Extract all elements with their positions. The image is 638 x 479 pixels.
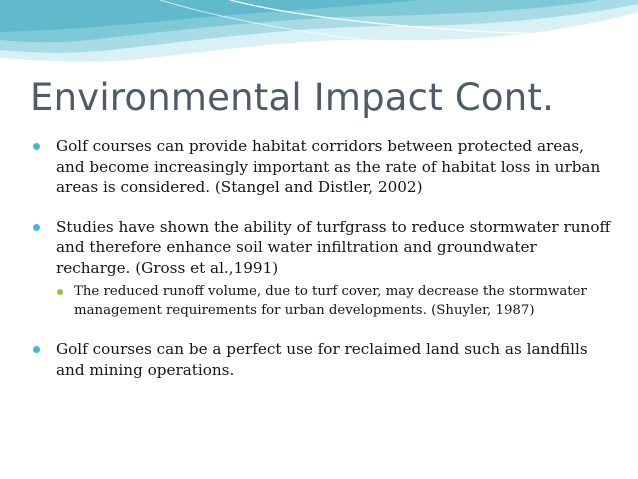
bullet-text-line: and mining operations. bbox=[56, 360, 235, 379]
bullet-text-line: Studies have shown the ability of turfgrass to reduce stormwater runoff bbox=[56, 217, 611, 236]
sub-bullet-item bbox=[30, 283, 610, 320]
bullet-text-line: and therefore enhance soil water infiltration and groundwater bbox=[56, 238, 537, 256]
sub-bullet-list bbox=[30, 283, 610, 320]
bullet-dot-icon bbox=[33, 143, 40, 150]
bullet-text-line: Golf courses can provide habitat corridors between protected areas, bbox=[56, 137, 584, 155]
sub-bullet-dot-icon bbox=[57, 289, 63, 295]
bullet-item bbox=[30, 136, 610, 198]
sub-bullet-text-line: management requirements for urban developments. (Shuyler, 1987) bbox=[74, 302, 535, 318]
bullet-text-line: and become increasingly important as the rate of habitat loss in urban bbox=[56, 157, 601, 176]
bullet-list bbox=[30, 136, 610, 380]
bullet-item bbox=[30, 217, 610, 321]
bullet-text-line: areas is considered. (Stangel and Distler, 2002) bbox=[56, 178, 423, 196]
decorative-wave-banner bbox=[0, 0, 638, 72]
bullet-dot-icon bbox=[33, 224, 40, 231]
bullet-text-line: Golf courses can be a perfect use for reclaimed land such as landfills bbox=[56, 340, 588, 358]
slide-title: Environmental Impact Cont. bbox=[30, 76, 555, 119]
bullet-item bbox=[30, 339, 610, 380]
bullet-text-line: recharge. (Gross et al.,1991) bbox=[56, 258, 279, 277]
sub-bullet-text-line: The reduced runoff volume, due to turf cover, may decrease the stormwater bbox=[74, 284, 587, 299]
bullet-dot-icon bbox=[33, 346, 40, 353]
